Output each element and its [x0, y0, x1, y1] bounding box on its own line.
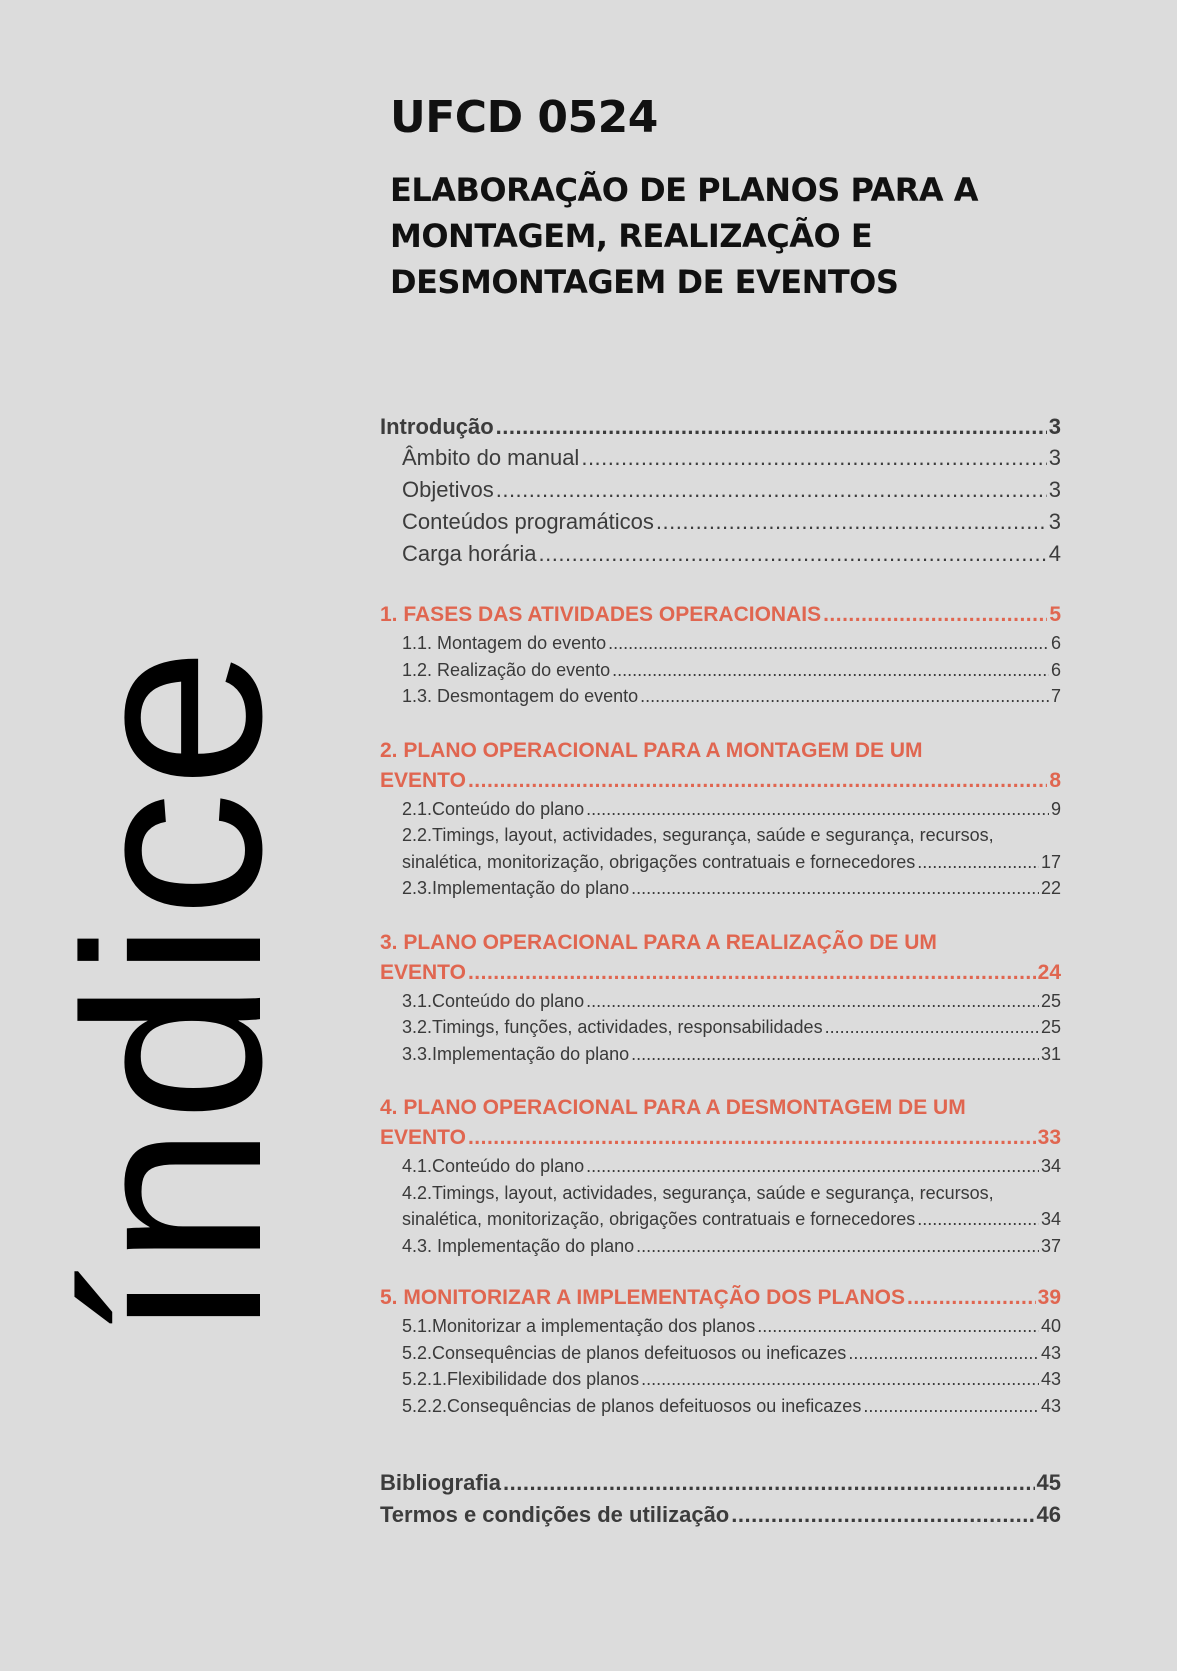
toc-entry-page: 3	[1048, 445, 1061, 470]
toc-chapter-4	[380, 1093, 1061, 1259]
toc-entry-label: sinalética, monitorização, obrigações contratuais e fornecedores	[402, 1209, 916, 1229]
toc-leader-dots	[468, 1123, 1036, 1153]
toc-chapter-1	[380, 600, 1061, 710]
toc-leader-dots	[631, 1041, 1039, 1068]
toc-leader-dots	[503, 1467, 1035, 1499]
toc-leader-dots	[641, 1366, 1039, 1393]
toc-entry-line[interactable]: 2.2.Timings, layout, actividades, segurança, saúde e segurança, recursos,	[402, 825, 994, 845]
toc-chapter-heading[interactable]	[380, 1123, 1061, 1153]
toc-entry[interactable]	[380, 442, 1061, 474]
toc-leader-dots	[612, 657, 1049, 684]
toc-entry-page: 7	[1050, 686, 1061, 706]
toc-entry[interactable]	[380, 506, 1061, 538]
toc-entry-page: 5	[1049, 603, 1061, 626]
toc-entry-page: 39	[1037, 1286, 1061, 1309]
toc-entry-label: Conteúdos programáticos	[402, 509, 654, 534]
toc-leader-dots	[848, 1340, 1039, 1367]
toc-chapter-heading[interactable]	[380, 1283, 1061, 1313]
toc-entry-page: 45	[1036, 1470, 1061, 1495]
document-header	[390, 92, 1040, 305]
toc-entry-page: 43	[1040, 1395, 1061, 1416]
toc-entry-label: 1.2. Realização do evento	[402, 659, 611, 680]
toc-entry-introducao[interactable]	[380, 412, 1061, 442]
toc-chapter-heading-line[interactable]: 2. PLANO OPERACIONAL PARA A MONTAGEM DE UM	[380, 738, 923, 762]
toc-entry-label: Carga horária	[402, 541, 537, 566]
course-code: UFCD 0524	[390, 92, 658, 143]
toc-leader-dots	[823, 600, 1047, 630]
toc-entry-label: 4.3. Implementação do plano	[402, 1235, 635, 1256]
toc-entry-label: 5.2.1.Flexibilidade dos planos	[402, 1369, 640, 1389]
toc-entry[interactable]	[380, 1366, 1061, 1393]
toc-leader-dots	[917, 1206, 1039, 1233]
toc-entry-page: 43	[1040, 1369, 1061, 1389]
toc-entry-page: 46	[1036, 1502, 1061, 1527]
toc-entry-page: 9	[1050, 798, 1061, 819]
table-of-contents	[380, 412, 1061, 1531]
toc-leader-dots	[863, 1393, 1039, 1420]
toc-entry[interactable]	[380, 1041, 1061, 1068]
toc-entry-page: 25	[1040, 1017, 1061, 1037]
toc-end-matter	[380, 1467, 1061, 1531]
toc-entry[interactable]	[380, 796, 1061, 823]
toc-chapter-3	[380, 928, 1061, 1068]
toc-entry-page: 33	[1037, 1126, 1061, 1149]
toc-entry[interactable]	[380, 474, 1061, 506]
toc-leader-dots	[731, 1499, 1034, 1531]
toc-entry-page: 43	[1040, 1342, 1061, 1363]
toc-leader-dots	[608, 630, 1049, 657]
toc-entry-label: 2.1.Conteúdo do plano	[402, 798, 585, 819]
toc-entry-label: 4.1.Conteúdo do plano	[402, 1156, 585, 1176]
toc-entry-page: 31	[1040, 1043, 1061, 1064]
toc-leader-dots	[917, 849, 1039, 876]
toc-chapter-5	[380, 1283, 1061, 1419]
toc-entry-label: 1.3. Desmontagem do evento	[402, 686, 639, 706]
index-side-title: índice	[33, 643, 314, 1340]
toc-leader-dots	[631, 875, 1039, 902]
toc-entry-label: EVENTO	[380, 1126, 466, 1149]
toc-leader-dots	[539, 538, 1047, 570]
toc-entry-label: EVENTO	[380, 768, 466, 792]
toc-leader-dots	[656, 506, 1047, 538]
toc-leader-dots	[586, 796, 1049, 823]
toc-entry[interactable]	[380, 630, 1061, 657]
toc-leader-dots	[907, 1283, 1036, 1313]
toc-entry-label: 3.2.Timings, funções, actividades, responsabilidades	[402, 1017, 823, 1037]
toc-entry[interactable]	[380, 1313, 1061, 1340]
toc-entry-label: Termos e condições de utilização	[380, 1502, 730, 1527]
toc-entry-page: 3	[1048, 414, 1061, 439]
toc-entry-page: 6	[1050, 659, 1061, 680]
toc-entry-page: 34	[1040, 1209, 1061, 1229]
toc-leader-dots	[581, 442, 1046, 474]
toc-entry-label: 5.2.2.Consequências de planos defeituosos ou ineficazes	[402, 1395, 862, 1416]
toc-entry[interactable]	[380, 1233, 1061, 1260]
toc-entry-label: 3.3.Implementação do plano	[402, 1043, 630, 1064]
toc-entry-label: Bibliografia	[380, 1470, 502, 1495]
toc-entry[interactable]	[380, 988, 1061, 1015]
toc-chapter-heading[interactable]	[380, 766, 1061, 796]
toc-entry-label: Introdução	[380, 414, 494, 439]
toc-entry-page: 17	[1040, 851, 1061, 872]
toc-entry[interactable]	[380, 683, 1061, 710]
toc-entry-page: 22	[1040, 878, 1061, 898]
toc-entry[interactable]	[380, 1153, 1061, 1180]
toc-entry-termos[interactable]	[380, 1499, 1061, 1531]
toc-leader-dots	[496, 474, 1047, 506]
toc-entry-page: 40	[1040, 1316, 1061, 1336]
toc-entry-label: 2.3.Implementação do plano	[402, 878, 630, 898]
toc-leader-dots	[586, 988, 1039, 1015]
toc-entry[interactable]	[380, 538, 1061, 570]
toc-entry[interactable]	[380, 1340, 1061, 1367]
toc-entry-page: 25	[1040, 990, 1061, 1011]
toc-entry-label: 5. MONITORIZAR A IMPLEMENTAÇÃO DOS PLANOS	[380, 1286, 906, 1309]
toc-entry-page: 3	[1048, 509, 1061, 534]
course-title-line: DESMONTAGEM DE EVENTOS	[390, 263, 899, 301]
toc-entry-label: 1. FASES DAS ATIVIDADES OPERACIONAIS	[380, 603, 822, 626]
toc-entry-label: sinalética, monitorização, obrigações contratuais e fornecedores	[402, 851, 916, 872]
toc-entry-line[interactable]: 4.2.Timings, layout, actividades, segurança, saúde e segurança, recursos,	[402, 1182, 994, 1203]
toc-leader-dots	[640, 683, 1049, 710]
toc-chapter-heading-line[interactable]: 4. PLANO OPERACIONAL PARA A DESMONTAGEM DE UM	[380, 1096, 966, 1119]
toc-leader-dots	[468, 766, 1047, 796]
toc-entry-label: 5.2.Consequências de planos defeituosos ou ineficazes	[402, 1342, 847, 1363]
toc-entry[interactable]	[380, 1206, 1061, 1233]
toc-entry-label: 1.1. Montagem do evento	[402, 633, 607, 653]
toc-entry[interactable]	[380, 875, 1061, 902]
toc-chapter-2	[380, 736, 1061, 902]
toc-chapter-heading-line[interactable]: 3. PLANO OPERACIONAL PARA A REALIZAÇÃO DE UM	[380, 930, 937, 954]
toc-leader-dots	[825, 1014, 1039, 1041]
toc-leader-dots	[468, 958, 1036, 988]
toc-entry[interactable]	[380, 657, 1061, 684]
toc-chapter-heading[interactable]	[380, 958, 1061, 988]
toc-entry[interactable]	[380, 849, 1061, 876]
toc-entry-page: 4	[1048, 541, 1061, 566]
toc-leader-dots	[757, 1313, 1039, 1340]
toc-entry-page: 3	[1048, 477, 1061, 502]
toc-entry-page: 37	[1040, 1235, 1061, 1256]
toc-entry-page: 34	[1040, 1156, 1061, 1176]
toc-chapter-heading[interactable]	[380, 600, 1061, 630]
toc-entry[interactable]	[380, 1014, 1061, 1041]
toc-entry-page: 24	[1037, 960, 1061, 984]
toc-leader-dots	[586, 1153, 1039, 1180]
toc-leader-dots	[496, 412, 1047, 442]
course-title	[390, 167, 1040, 305]
toc-entry-label: Objetivos	[402, 477, 494, 502]
toc-entry-label: EVENTO	[380, 960, 466, 984]
course-title-line: MONTAGEM, REALIZAÇÃO E	[390, 217, 873, 255]
toc-entry-page: 8	[1049, 768, 1061, 792]
toc-entry-label: Âmbito do manual	[402, 445, 580, 470]
toc-entry-label: 3.1.Conteúdo do plano	[402, 990, 585, 1011]
toc-entry-label: 5.1.Monitorizar a implementação dos planos	[402, 1316, 756, 1336]
toc-entry-bibliografia[interactable]	[380, 1467, 1061, 1499]
toc-entry[interactable]	[380, 1393, 1061, 1420]
toc-entry-page: 6	[1050, 633, 1061, 653]
toc-leader-dots	[636, 1233, 1039, 1260]
course-title-line: ELABORAÇÃO DE PLANOS PARA A	[390, 171, 979, 209]
